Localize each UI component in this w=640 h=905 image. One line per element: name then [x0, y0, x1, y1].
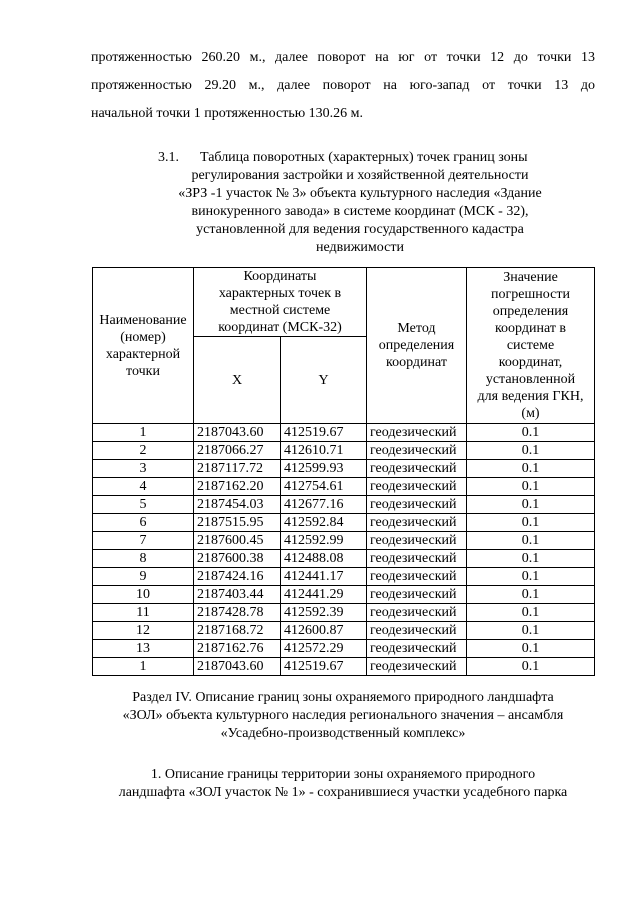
method-cell: геодезический	[367, 478, 467, 496]
y-coordinate-cell: 412572.29	[281, 640, 367, 658]
x-coordinate-cell: 2187162.20	[194, 478, 281, 496]
table-row	[93, 640, 595, 658]
point-number-cell: 13	[93, 640, 194, 658]
method-cell: геодезический	[367, 640, 467, 658]
x-coordinate-cell: 2187117.72	[194, 460, 281, 478]
error-cell: 0.1	[467, 496, 595, 514]
x-coordinate-cell: 2187424.16	[194, 568, 281, 586]
y-coordinate-cell: 412600.87	[281, 622, 367, 640]
table-row	[93, 532, 595, 550]
method-cell: геодезический	[367, 442, 467, 460]
x-coordinate-cell: 2187600.38	[194, 550, 281, 568]
intro-line: протяженностью 29.20 м., далее поворот на юго-запад от точки 13 до	[91, 78, 595, 93]
header-method: Метод определения координат	[367, 268, 467, 424]
table-row	[93, 550, 595, 568]
coordinates-table	[92, 267, 595, 676]
table-row	[93, 514, 595, 532]
table-row	[93, 460, 595, 478]
point-number-cell: 4	[93, 478, 194, 496]
point-number-cell: 9	[93, 568, 194, 586]
method-cell: геодезический	[367, 424, 467, 442]
header-coordinates: Координаты характерных точек в местной системе координат (МСК-32)	[194, 268, 367, 337]
y-coordinate-cell: 412592.84	[281, 514, 367, 532]
table-row	[93, 586, 595, 604]
error-cell: 0.1	[467, 622, 595, 640]
y-coordinate-cell: 412441.17	[281, 568, 367, 586]
y-coordinate-cell: 412592.99	[281, 532, 367, 550]
header-x: X	[194, 337, 281, 424]
x-coordinate-cell: 2187403.44	[194, 586, 281, 604]
table-body	[93, 424, 595, 676]
error-cell: 0.1	[467, 550, 595, 568]
table-row	[93, 478, 595, 496]
section-line: «Усадебно-производственный комплекс»	[220, 726, 466, 741]
method-cell: геодезический	[367, 514, 467, 532]
table-row	[93, 568, 595, 586]
point-number-cell: 11	[93, 604, 194, 622]
x-coordinate-cell: 2187168.72	[194, 622, 281, 640]
caption-line: винокуренного завода» в системе координат (МСК - 32),	[191, 204, 529, 219]
caption-line: недвижимости	[316, 240, 404, 255]
point-number-cell: 2	[93, 442, 194, 460]
error-cell: 0.1	[467, 640, 595, 658]
table-row	[93, 658, 595, 676]
method-cell: геодезический	[367, 622, 467, 640]
caption-line: Таблица поворотных (характерных) точек границ зоны	[200, 150, 528, 165]
point-number-cell: 7	[93, 532, 194, 550]
error-cell: 0.1	[467, 532, 595, 550]
table-row	[93, 442, 595, 460]
x-coordinate-cell: 2187043.60	[194, 424, 281, 442]
y-coordinate-cell: 412610.71	[281, 442, 367, 460]
point-number-cell: 3	[93, 460, 194, 478]
y-coordinate-cell: 412599.93	[281, 460, 367, 478]
subsection-line: 1. Описание границы территории зоны охраняемого природного	[150, 767, 536, 782]
section-line: «ЗОЛ» объекта культурного наследия регионального значения – ансамбля	[122, 708, 564, 723]
method-cell: геодезический	[367, 604, 467, 622]
point-number-cell: 10	[93, 586, 194, 604]
point-number-cell: 12	[93, 622, 194, 640]
y-coordinate-cell: 412519.67	[281, 658, 367, 676]
error-cell: 0.1	[467, 478, 595, 496]
section-4-heading	[92, 689, 594, 743]
y-coordinate-cell: 412592.39	[281, 604, 367, 622]
x-coordinate-cell: 2187454.03	[194, 496, 281, 514]
table-row	[93, 604, 595, 622]
table-caption	[150, 149, 570, 257]
point-number-cell: 6	[93, 514, 194, 532]
x-coordinate-cell: 2187428.78	[194, 604, 281, 622]
header-y: Y	[281, 337, 367, 424]
method-cell: геодезический	[367, 586, 467, 604]
table-row	[93, 496, 595, 514]
y-coordinate-cell: 412677.16	[281, 496, 367, 514]
caption-line: установленной для ведения государственного кадастра	[196, 222, 524, 237]
table-row	[93, 622, 595, 640]
intro-line: начальной точки 1 протяженностью 130.26 м.	[91, 106, 364, 121]
header-error: Значение погрешности определения координат в системе координат, установленной для ведения ГКН, (м)	[467, 268, 595, 424]
y-coordinate-cell: 412754.61	[281, 478, 367, 496]
intro-line: протяженностью 260.20 м., далее поворот на юг от точки 12 до точки 13	[91, 50, 595, 65]
intro-paragraph	[91, 44, 595, 128]
subsection-1-heading	[92, 766, 594, 802]
x-coordinate-cell: 2187066.27	[194, 442, 281, 460]
point-number-cell: 1	[93, 424, 194, 442]
subsection-line: ландшафта «ЗОЛ участок № 1» - сохранившиеся участки усадебного парка	[118, 785, 568, 800]
error-cell: 0.1	[467, 658, 595, 676]
x-coordinate-cell: 2187600.45	[194, 532, 281, 550]
point-number-cell: 8	[93, 550, 194, 568]
method-cell: геодезический	[367, 460, 467, 478]
caption-number: 3.1.	[158, 150, 179, 165]
x-coordinate-cell: 2187162.76	[194, 640, 281, 658]
error-cell: 0.1	[467, 604, 595, 622]
error-cell: 0.1	[467, 568, 595, 586]
method-cell: геодезический	[367, 658, 467, 676]
error-cell: 0.1	[467, 442, 595, 460]
x-coordinate-cell: 2187515.95	[194, 514, 281, 532]
method-cell: геодезический	[367, 496, 467, 514]
table-row	[93, 424, 595, 442]
error-cell: 0.1	[467, 424, 595, 442]
point-number-cell: 5	[93, 496, 194, 514]
method-cell: геодезический	[367, 550, 467, 568]
y-coordinate-cell: 412441.29	[281, 586, 367, 604]
method-cell: геодезический	[367, 568, 467, 586]
method-cell: геодезический	[367, 532, 467, 550]
caption-line: «ЗРЗ -1 участок № 3» объекта культурного наследия «Здание	[178, 186, 542, 201]
error-cell: 0.1	[467, 586, 595, 604]
point-number-cell: 1	[93, 658, 194, 676]
header-point-name: Наименование (номер) характерной точки	[93, 268, 194, 424]
caption-line: регулирования застройки и хозяйственной деятельности	[191, 168, 529, 183]
error-cell: 0.1	[467, 514, 595, 532]
error-cell: 0.1	[467, 460, 595, 478]
y-coordinate-cell: 412519.67	[281, 424, 367, 442]
y-coordinate-cell: 412488.08	[281, 550, 367, 568]
x-coordinate-cell: 2187043.60	[194, 658, 281, 676]
section-line: Раздел IV. Описание границ зоны охраняемого природного ландшафта	[132, 690, 554, 705]
